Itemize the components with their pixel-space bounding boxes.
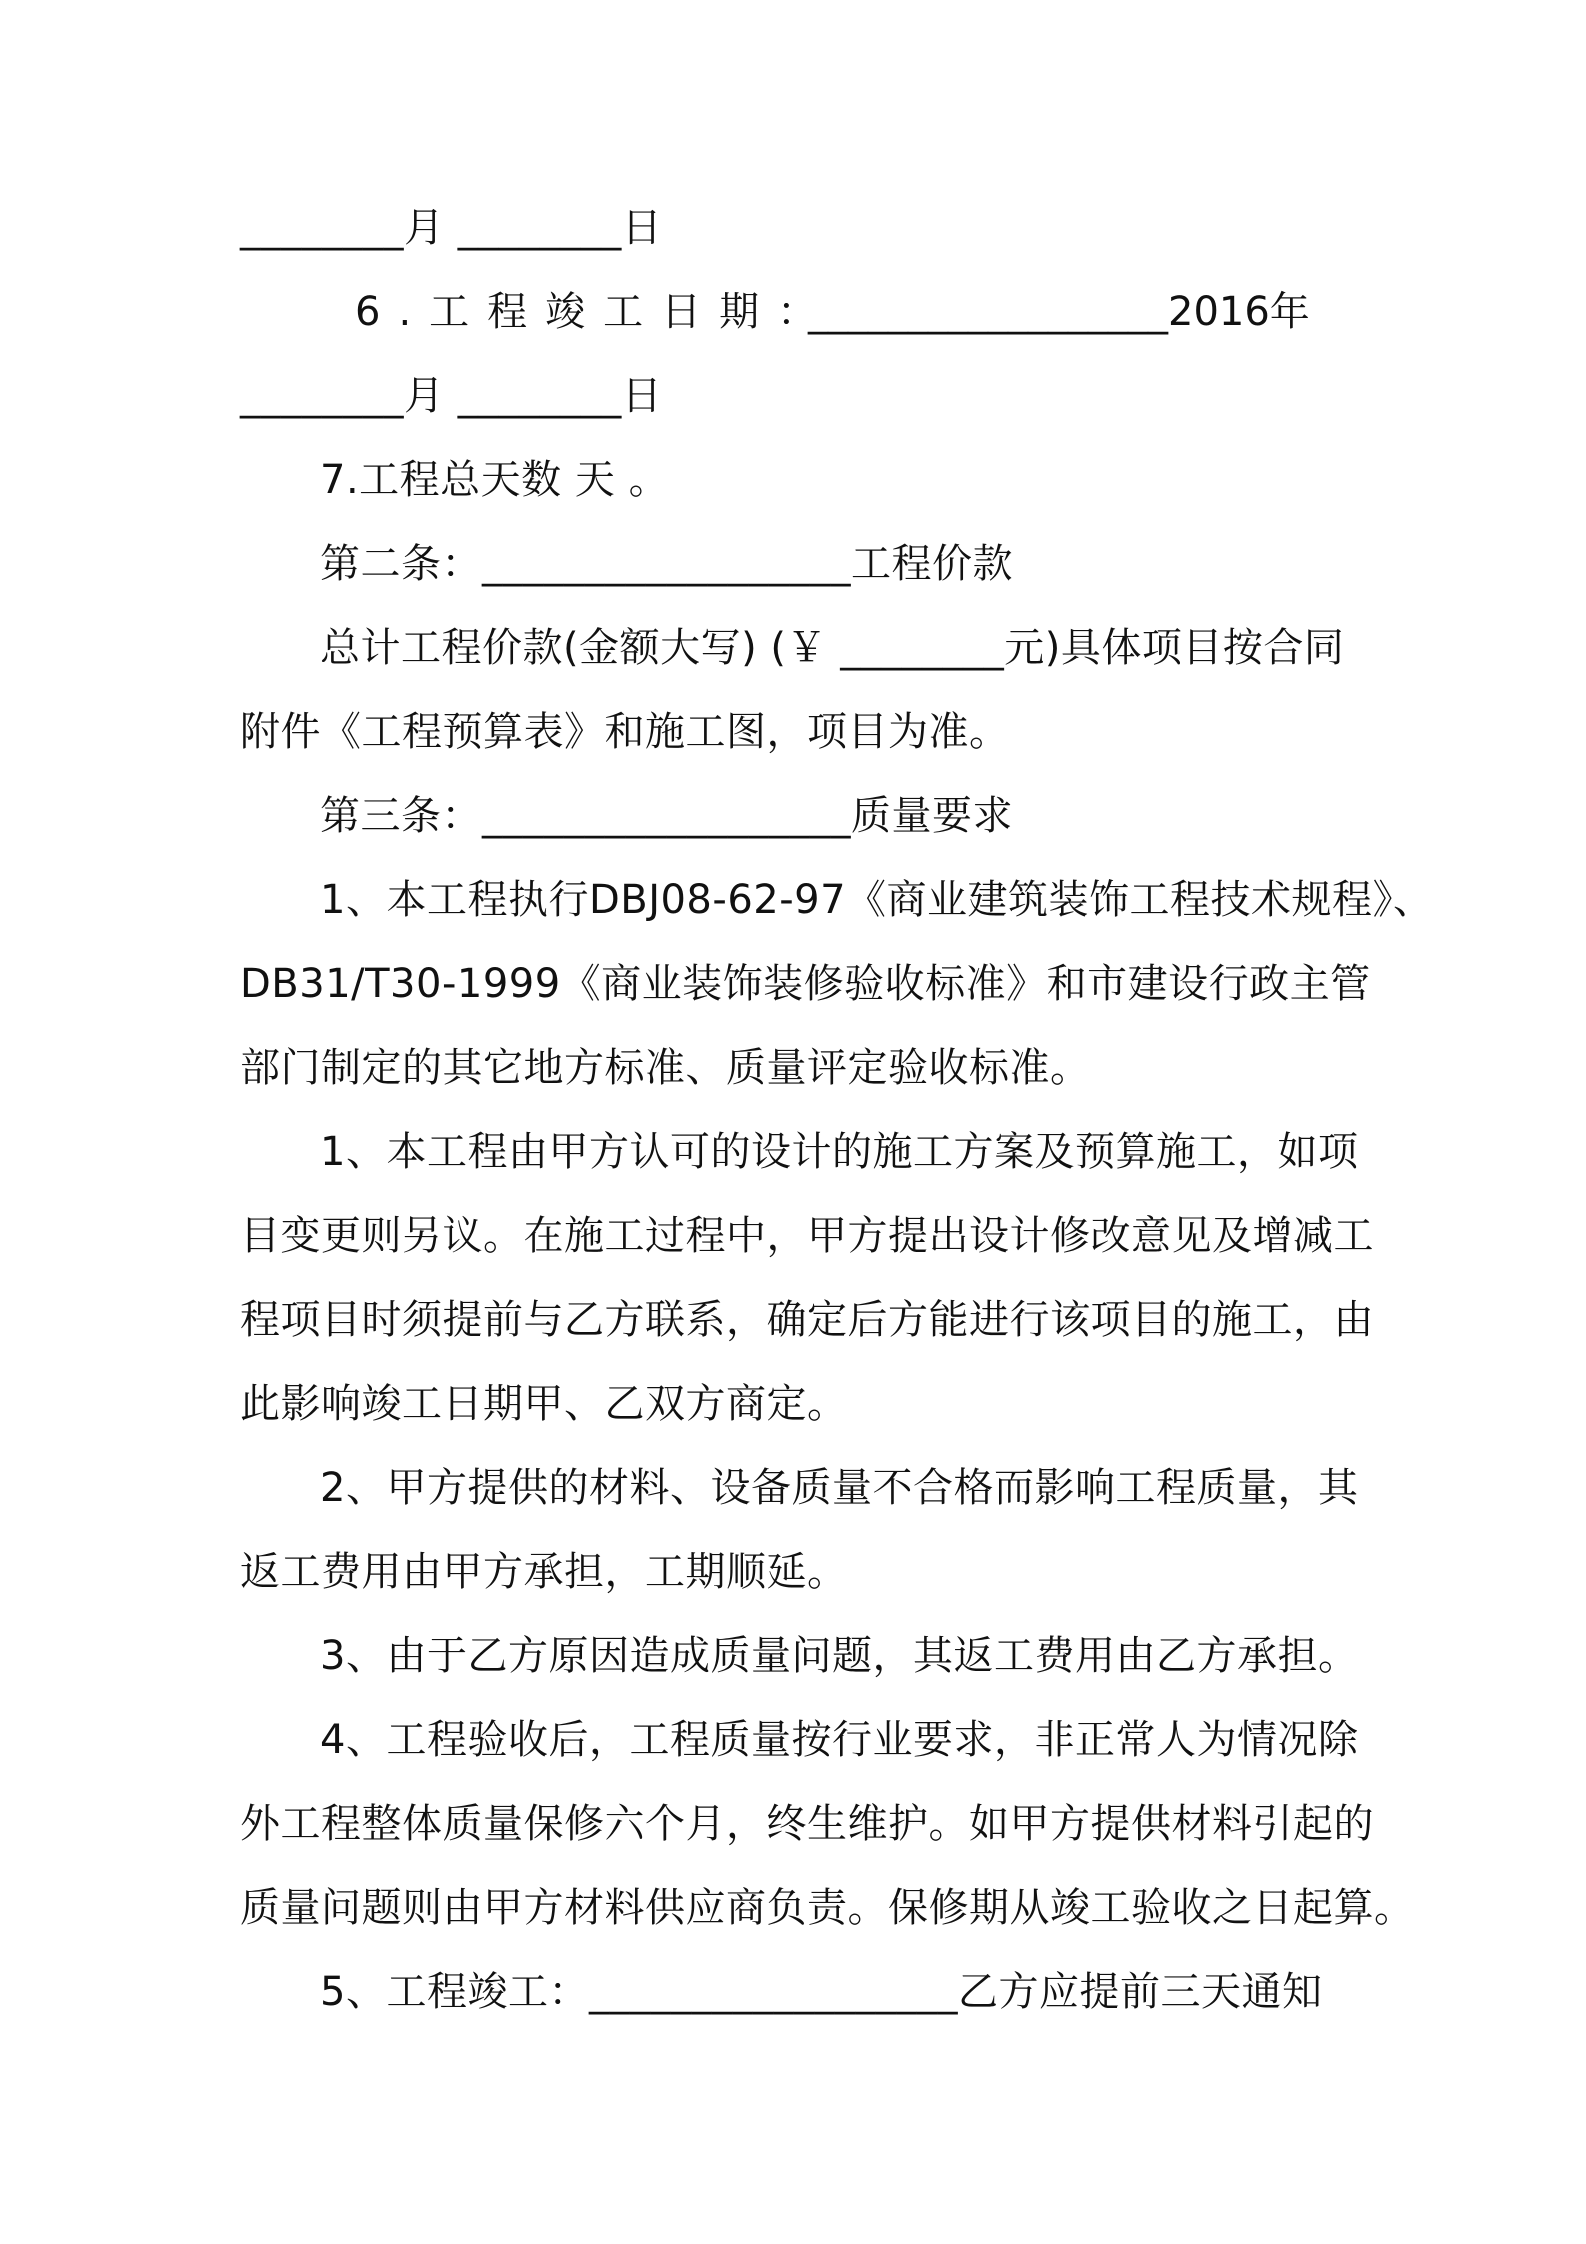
text-line: 3、由于乙方原因造成质量问题，其返工费用由乙方承担。 <box>320 1633 1359 1679</box>
text-line: 返工费用由甲方承担，工期顺延。 <box>240 1549 848 1595</box>
text-line: __________________2016年 <box>808 289 1310 335</box>
text-line: ________月 ________日 <box>240 373 663 419</box>
text-line: 6.工程竣工日期： <box>355 289 836 335</box>
text-line: 1、本工程执行DBJ08-62-97《商业建筑装饰工程技术规程》、 <box>320 877 1434 923</box>
text-line: 4、工程验收后，工程质量按行业要求，非正常人为情况除 <box>320 1717 1359 1763</box>
text-line: 1、本工程由甲方认可的设计的施工方案及预算施工，如项 <box>320 1129 1359 1175</box>
text-line: 外工程整体质量保修六个月，终生维护。如甲方提供材料引起的 <box>240 1801 1374 1847</box>
text-line: 目变更则另议。在施工过程中，甲方提出设计修改意见及增减工 <box>240 1213 1374 1259</box>
text-line: 2、甲方提供的材料、设备质量不合格而影响工程质量，其 <box>320 1465 1359 1511</box>
section-heading: 第二条：__________________工程价款 <box>320 541 1013 587</box>
text-line: 总计工程价款(金额大写) (￥ ________元)具体项目按合同 <box>320 625 1345 671</box>
text-line: 此影响竣工日期甲、乙双方商定。 <box>240 1381 848 1427</box>
text-line: 质量问题则由甲方材料供应商负责。保修期从竣工验收之日起算。 <box>240 1885 1415 1931</box>
text-line: ________月 ________日 <box>240 205 663 251</box>
text-line: DB31/T30-1999《商业装饰装修验收标准》和市建设行政主管 <box>240 961 1371 1007</box>
text-line: 部门制定的其它地方标准、质量评定验收标准。 <box>240 1045 1091 1091</box>
text-line: 附件《工程预算表》和施工图，项目为准。 <box>240 709 1010 755</box>
text-line: 5、工程竣工：__________________乙方应提前三天通知 <box>320 1969 1323 2015</box>
section-heading: 第三条：__________________质量要求 <box>320 793 1013 839</box>
text-line: 程项目时须提前与乙方联系，确定后方能进行该项目的施工，由 <box>240 1297 1374 1343</box>
text-line: 7.工程总天数 天 。 <box>320 457 670 503</box>
